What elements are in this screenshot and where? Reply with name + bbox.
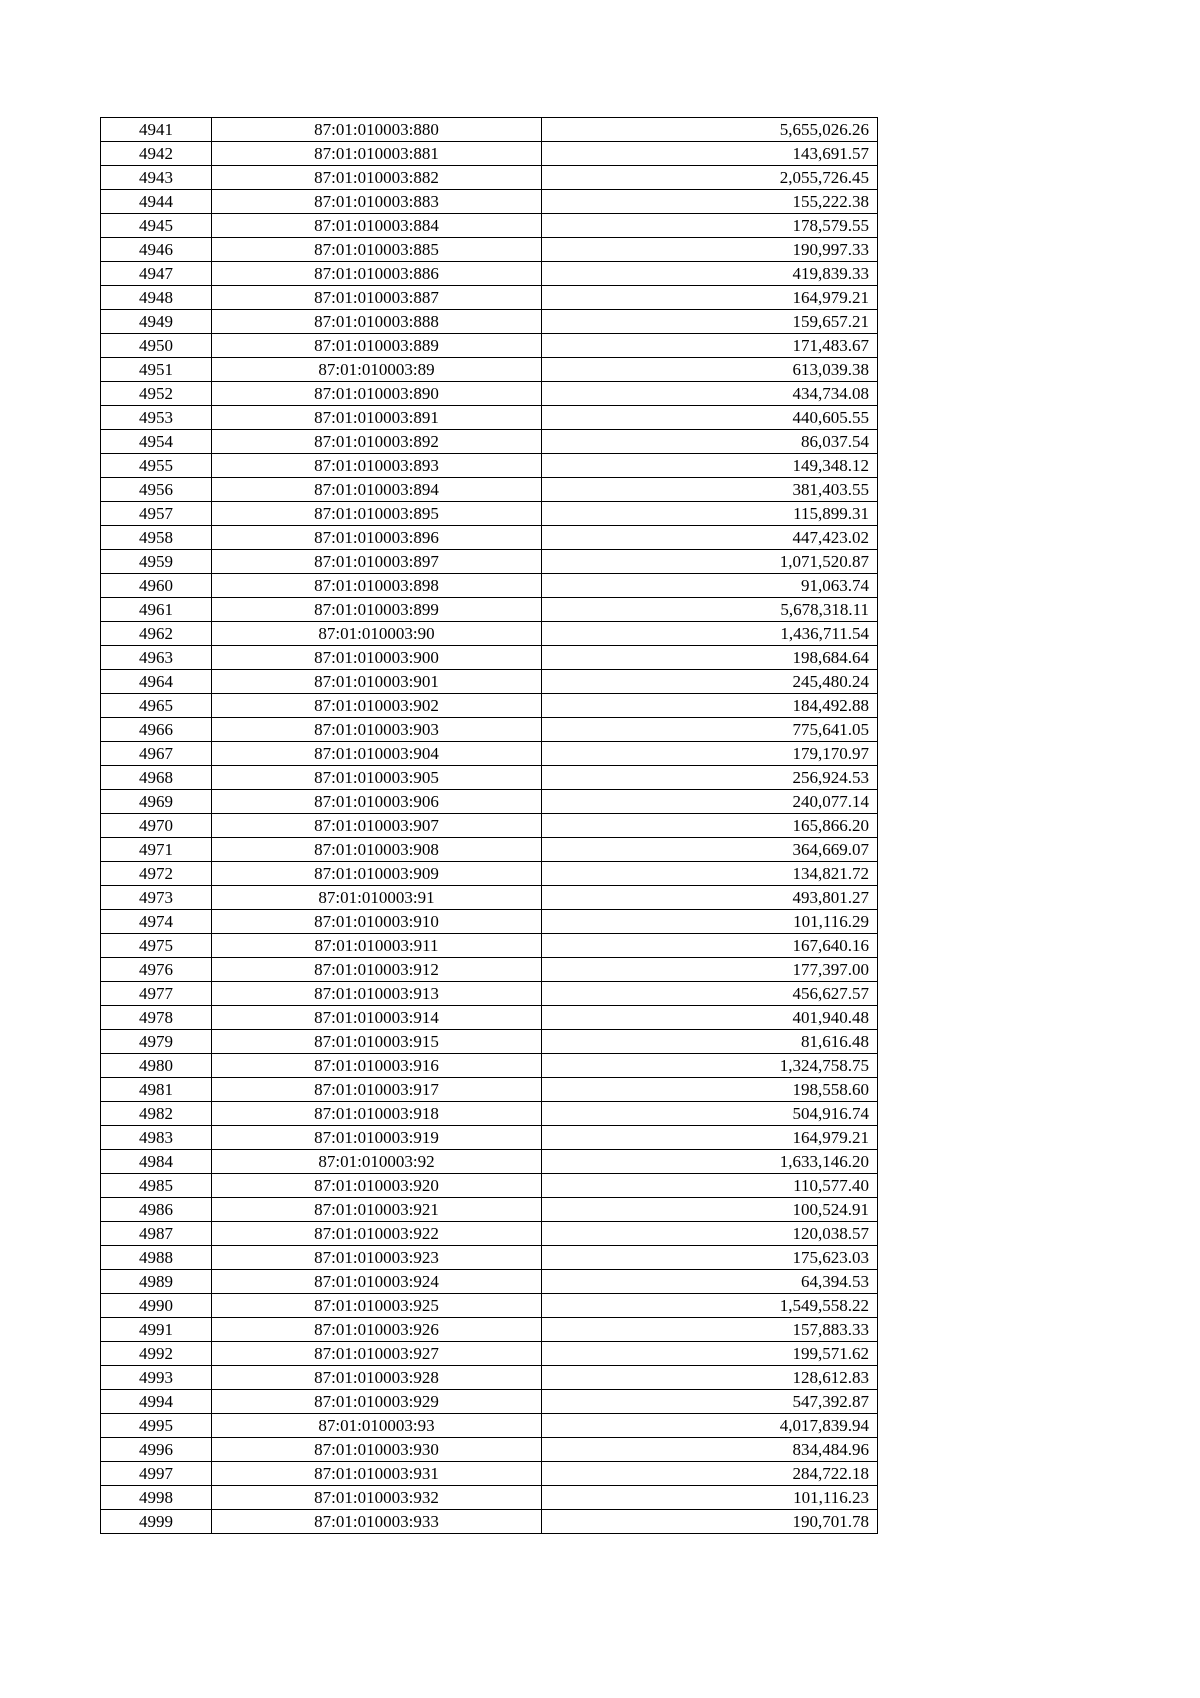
cadastral-number-cell: 87:01:010003:921	[212, 1198, 542, 1222]
table-row	[101, 958, 878, 982]
value-cell: 2,055,726.45	[542, 166, 878, 190]
cadastral-number-cell: 87:01:010003:884	[212, 214, 542, 238]
cadastral-number-cell: 87:01:010003:93	[212, 1414, 542, 1438]
cadastral-number-cell: 87:01:010003:896	[212, 526, 542, 550]
table-row	[101, 1078, 878, 1102]
row-number-cell: 4997	[101, 1462, 212, 1486]
row-number-cell: 4987	[101, 1222, 212, 1246]
table-row	[101, 502, 878, 526]
value-cell: 775,641.05	[542, 718, 878, 742]
row-number-cell: 4988	[101, 1246, 212, 1270]
table-row	[101, 334, 878, 358]
row-number-cell: 4966	[101, 718, 212, 742]
value-cell: 149,348.12	[542, 454, 878, 478]
cadastral-number-cell: 87:01:010003:898	[212, 574, 542, 598]
row-number-cell: 4978	[101, 1006, 212, 1030]
value-cell: 440,605.55	[542, 406, 878, 430]
value-cell: 165,866.20	[542, 814, 878, 838]
row-number-cell: 4996	[101, 1438, 212, 1462]
table-row	[101, 598, 878, 622]
row-number-cell: 4960	[101, 574, 212, 598]
table-row	[101, 694, 878, 718]
value-cell: 381,403.55	[542, 478, 878, 502]
row-number-cell: 4947	[101, 262, 212, 286]
cadastral-number-cell: 87:01:010003:908	[212, 838, 542, 862]
cadastral-number-cell: 87:01:010003:923	[212, 1246, 542, 1270]
cadastral-number-cell: 87:01:010003:922	[212, 1222, 542, 1246]
row-number-cell: 4999	[101, 1510, 212, 1534]
value-cell: 155,222.38	[542, 190, 878, 214]
row-number-cell: 4982	[101, 1102, 212, 1126]
row-number-cell: 4981	[101, 1078, 212, 1102]
value-cell: 4,017,839.94	[542, 1414, 878, 1438]
row-number-cell: 4980	[101, 1054, 212, 1078]
row-number-cell: 4971	[101, 838, 212, 862]
table-row	[101, 1222, 878, 1246]
value-cell: 1,436,711.54	[542, 622, 878, 646]
row-number-cell: 4951	[101, 358, 212, 382]
cadastral-number-cell: 87:01:010003:914	[212, 1006, 542, 1030]
value-cell: 175,623.03	[542, 1246, 878, 1270]
row-number-cell: 4958	[101, 526, 212, 550]
row-number-cell: 4992	[101, 1342, 212, 1366]
cadastral-number-cell: 87:01:010003:910	[212, 910, 542, 934]
cadastral-number-cell: 87:01:010003:899	[212, 598, 542, 622]
table-row	[101, 262, 878, 286]
value-cell: 81,616.48	[542, 1030, 878, 1054]
row-number-cell: 4954	[101, 430, 212, 454]
table-row	[101, 214, 878, 238]
row-number-cell: 4984	[101, 1150, 212, 1174]
row-number-cell: 4985	[101, 1174, 212, 1198]
table-row	[101, 118, 878, 142]
value-cell: 164,979.21	[542, 1126, 878, 1150]
table-row	[101, 406, 878, 430]
row-number-cell: 4975	[101, 934, 212, 958]
row-number-cell: 4956	[101, 478, 212, 502]
row-number-cell: 4967	[101, 742, 212, 766]
row-number-cell: 4973	[101, 886, 212, 910]
data-table	[100, 117, 878, 1534]
cadastral-number-cell: 87:01:010003:915	[212, 1030, 542, 1054]
table-row	[101, 526, 878, 550]
value-cell: 184,492.88	[542, 694, 878, 718]
value-cell: 178,579.55	[542, 214, 878, 238]
table-row	[101, 982, 878, 1006]
table-row	[101, 454, 878, 478]
table-row	[101, 718, 878, 742]
table-row	[101, 1150, 878, 1174]
cadastral-number-cell: 87:01:010003:902	[212, 694, 542, 718]
row-number-cell: 4950	[101, 334, 212, 358]
value-cell: 456,627.57	[542, 982, 878, 1006]
table-row	[101, 910, 878, 934]
row-number-cell: 4953	[101, 406, 212, 430]
table-row	[101, 430, 878, 454]
row-number-cell: 4957	[101, 502, 212, 526]
table-row	[101, 1510, 878, 1534]
table-row	[101, 1294, 878, 1318]
value-cell: 179,170.97	[542, 742, 878, 766]
table-row	[101, 1342, 878, 1366]
cadastral-number-cell: 87:01:010003:894	[212, 478, 542, 502]
row-number-cell: 4948	[101, 286, 212, 310]
cadastral-number-cell: 87:01:010003:909	[212, 862, 542, 886]
cadastral-number-cell: 87:01:010003:932	[212, 1486, 542, 1510]
row-number-cell: 4991	[101, 1318, 212, 1342]
row-number-cell: 4983	[101, 1126, 212, 1150]
table-row	[101, 1366, 878, 1390]
table-row	[101, 1438, 878, 1462]
table-row	[101, 310, 878, 334]
row-number-cell: 4961	[101, 598, 212, 622]
cadastral-number-cell: 87:01:010003:901	[212, 670, 542, 694]
table-row	[101, 1414, 878, 1438]
value-cell: 159,657.21	[542, 310, 878, 334]
row-number-cell: 4964	[101, 670, 212, 694]
cadastral-number-cell: 87:01:010003:919	[212, 1126, 542, 1150]
value-cell: 64,394.53	[542, 1270, 878, 1294]
table-row	[101, 1486, 878, 1510]
row-number-cell: 4970	[101, 814, 212, 838]
cadastral-number-cell: 87:01:010003:929	[212, 1390, 542, 1414]
cadastral-number-cell: 87:01:010003:900	[212, 646, 542, 670]
cadastral-number-cell: 87:01:010003:918	[212, 1102, 542, 1126]
row-number-cell: 4976	[101, 958, 212, 982]
table-row	[101, 1318, 878, 1342]
cadastral-number-cell: 87:01:010003:885	[212, 238, 542, 262]
value-cell: 245,480.24	[542, 670, 878, 694]
value-cell: 157,883.33	[542, 1318, 878, 1342]
row-number-cell: 4955	[101, 454, 212, 478]
cadastral-number-cell: 87:01:010003:926	[212, 1318, 542, 1342]
value-cell: 364,669.07	[542, 838, 878, 862]
table-row	[101, 838, 878, 862]
row-number-cell: 4945	[101, 214, 212, 238]
table-row	[101, 646, 878, 670]
row-number-cell: 4969	[101, 790, 212, 814]
row-number-cell: 4995	[101, 1414, 212, 1438]
cadastral-number-cell: 87:01:010003:911	[212, 934, 542, 958]
row-number-cell: 4949	[101, 310, 212, 334]
table-row	[101, 1462, 878, 1486]
value-cell: 1,071,520.87	[542, 550, 878, 574]
table-row	[101, 574, 878, 598]
row-number-cell: 4952	[101, 382, 212, 406]
value-cell: 5,655,026.26	[542, 118, 878, 142]
row-number-cell: 4986	[101, 1198, 212, 1222]
cadastral-number-cell: 87:01:010003:933	[212, 1510, 542, 1534]
value-cell: 1,549,558.22	[542, 1294, 878, 1318]
cadastral-number-cell: 87:01:010003:904	[212, 742, 542, 766]
cadastral-number-cell: 87:01:010003:895	[212, 502, 542, 526]
value-cell: 613,039.38	[542, 358, 878, 382]
value-cell: 167,640.16	[542, 934, 878, 958]
cadastral-number-cell: 87:01:010003:930	[212, 1438, 542, 1462]
table-row	[101, 358, 878, 382]
cadastral-number-cell: 87:01:010003:891	[212, 406, 542, 430]
table-row	[101, 286, 878, 310]
cadastral-number-cell: 87:01:010003:913	[212, 982, 542, 1006]
value-cell: 434,734.08	[542, 382, 878, 406]
value-cell: 199,571.62	[542, 1342, 878, 1366]
value-cell: 493,801.27	[542, 886, 878, 910]
cadastral-number-cell: 87:01:010003:925	[212, 1294, 542, 1318]
value-cell: 547,392.87	[542, 1390, 878, 1414]
row-number-cell: 4968	[101, 766, 212, 790]
value-cell: 134,821.72	[542, 862, 878, 886]
value-cell: 115,899.31	[542, 502, 878, 526]
table-row	[101, 1054, 878, 1078]
cadastral-number-cell: 87:01:010003:886	[212, 262, 542, 286]
table-row	[101, 670, 878, 694]
cadastral-number-cell: 87:01:010003:89	[212, 358, 542, 382]
row-number-cell: 4944	[101, 190, 212, 214]
cadastral-number-cell: 87:01:010003:912	[212, 958, 542, 982]
value-cell: 1,324,758.75	[542, 1054, 878, 1078]
table-row	[101, 382, 878, 406]
table-row	[101, 1030, 878, 1054]
row-number-cell: 4959	[101, 550, 212, 574]
cadastral-number-cell: 87:01:010003:91	[212, 886, 542, 910]
table-row	[101, 886, 878, 910]
table-row	[101, 1198, 878, 1222]
table-row	[101, 862, 878, 886]
row-number-cell: 4963	[101, 646, 212, 670]
value-cell: 110,577.40	[542, 1174, 878, 1198]
cadastral-number-cell: 87:01:010003:887	[212, 286, 542, 310]
value-cell: 86,037.54	[542, 430, 878, 454]
row-number-cell: 4946	[101, 238, 212, 262]
value-cell: 447,423.02	[542, 526, 878, 550]
table-row	[101, 550, 878, 574]
value-cell: 190,997.33	[542, 238, 878, 262]
table-row	[101, 238, 878, 262]
cadastral-number-cell: 87:01:010003:90	[212, 622, 542, 646]
table-row	[101, 742, 878, 766]
value-cell: 101,116.29	[542, 910, 878, 934]
value-cell: 190,701.78	[542, 1510, 878, 1534]
row-number-cell: 4979	[101, 1030, 212, 1054]
table-row	[101, 1174, 878, 1198]
value-cell: 504,916.74	[542, 1102, 878, 1126]
row-number-cell: 4990	[101, 1294, 212, 1318]
cadastral-number-cell: 87:01:010003:883	[212, 190, 542, 214]
cadastral-number-cell: 87:01:010003:892	[212, 430, 542, 454]
cadastral-number-cell: 87:01:010003:931	[212, 1462, 542, 1486]
table-row	[101, 1126, 878, 1150]
cadastral-number-cell: 87:01:010003:927	[212, 1342, 542, 1366]
table-row	[101, 790, 878, 814]
cadastral-number-cell: 87:01:010003:888	[212, 310, 542, 334]
value-cell: 171,483.67	[542, 334, 878, 358]
cadastral-number-cell: 87:01:010003:920	[212, 1174, 542, 1198]
cadastral-number-cell: 87:01:010003:928	[212, 1366, 542, 1390]
row-number-cell: 4962	[101, 622, 212, 646]
cadastral-number-cell: 87:01:010003:897	[212, 550, 542, 574]
value-cell: 100,524.91	[542, 1198, 878, 1222]
cadastral-number-cell: 87:01:010003:905	[212, 766, 542, 790]
value-cell: 419,839.33	[542, 262, 878, 286]
value-cell: 143,691.57	[542, 142, 878, 166]
cadastral-number-cell: 87:01:010003:907	[212, 814, 542, 838]
row-number-cell: 4972	[101, 862, 212, 886]
cadastral-number-cell: 87:01:010003:893	[212, 454, 542, 478]
row-number-cell: 4941	[101, 118, 212, 142]
cadastral-number-cell: 87:01:010003:924	[212, 1270, 542, 1294]
value-cell: 128,612.83	[542, 1366, 878, 1390]
value-cell: 284,722.18	[542, 1462, 878, 1486]
cadastral-number-cell: 87:01:010003:882	[212, 166, 542, 190]
row-number-cell: 4989	[101, 1270, 212, 1294]
table-row	[101, 478, 878, 502]
value-cell: 164,979.21	[542, 286, 878, 310]
row-number-cell: 4993	[101, 1366, 212, 1390]
value-cell: 101,116.23	[542, 1486, 878, 1510]
value-cell: 240,077.14	[542, 790, 878, 814]
table-row	[101, 166, 878, 190]
cadastral-number-cell: 87:01:010003:906	[212, 790, 542, 814]
row-number-cell: 4943	[101, 166, 212, 190]
value-cell: 5,678,318.11	[542, 598, 878, 622]
table-row	[101, 1102, 878, 1126]
row-number-cell: 4977	[101, 982, 212, 1006]
table-row	[101, 1270, 878, 1294]
value-cell: 91,063.74	[542, 574, 878, 598]
value-cell: 1,633,146.20	[542, 1150, 878, 1174]
table-row	[101, 934, 878, 958]
table-row	[101, 766, 878, 790]
table-row	[101, 1390, 878, 1414]
value-cell: 256,924.53	[542, 766, 878, 790]
row-number-cell: 4998	[101, 1486, 212, 1510]
value-cell: 198,684.64	[542, 646, 878, 670]
value-cell: 834,484.96	[542, 1438, 878, 1462]
table-row	[101, 142, 878, 166]
value-cell: 177,397.00	[542, 958, 878, 982]
table-row	[101, 622, 878, 646]
row-number-cell: 4994	[101, 1390, 212, 1414]
cadastral-number-cell: 87:01:010003:889	[212, 334, 542, 358]
cadastral-number-cell: 87:01:010003:881	[212, 142, 542, 166]
cadastral-number-cell: 87:01:010003:880	[212, 118, 542, 142]
cadastral-number-cell: 87:01:010003:903	[212, 718, 542, 742]
value-cell: 401,940.48	[542, 1006, 878, 1030]
cadastral-number-cell: 87:01:010003:916	[212, 1054, 542, 1078]
value-cell: 198,558.60	[542, 1078, 878, 1102]
table-row	[101, 190, 878, 214]
cadastral-number-cell: 87:01:010003:890	[212, 382, 542, 406]
table-row	[101, 1006, 878, 1030]
row-number-cell: 4974	[101, 910, 212, 934]
table-row	[101, 1246, 878, 1270]
row-number-cell: 4965	[101, 694, 212, 718]
table-body	[101, 118, 878, 1534]
row-number-cell: 4942	[101, 142, 212, 166]
cadastral-number-cell: 87:01:010003:92	[212, 1150, 542, 1174]
cadastral-number-cell: 87:01:010003:917	[212, 1078, 542, 1102]
table-row	[101, 814, 878, 838]
value-cell: 120,038.57	[542, 1222, 878, 1246]
